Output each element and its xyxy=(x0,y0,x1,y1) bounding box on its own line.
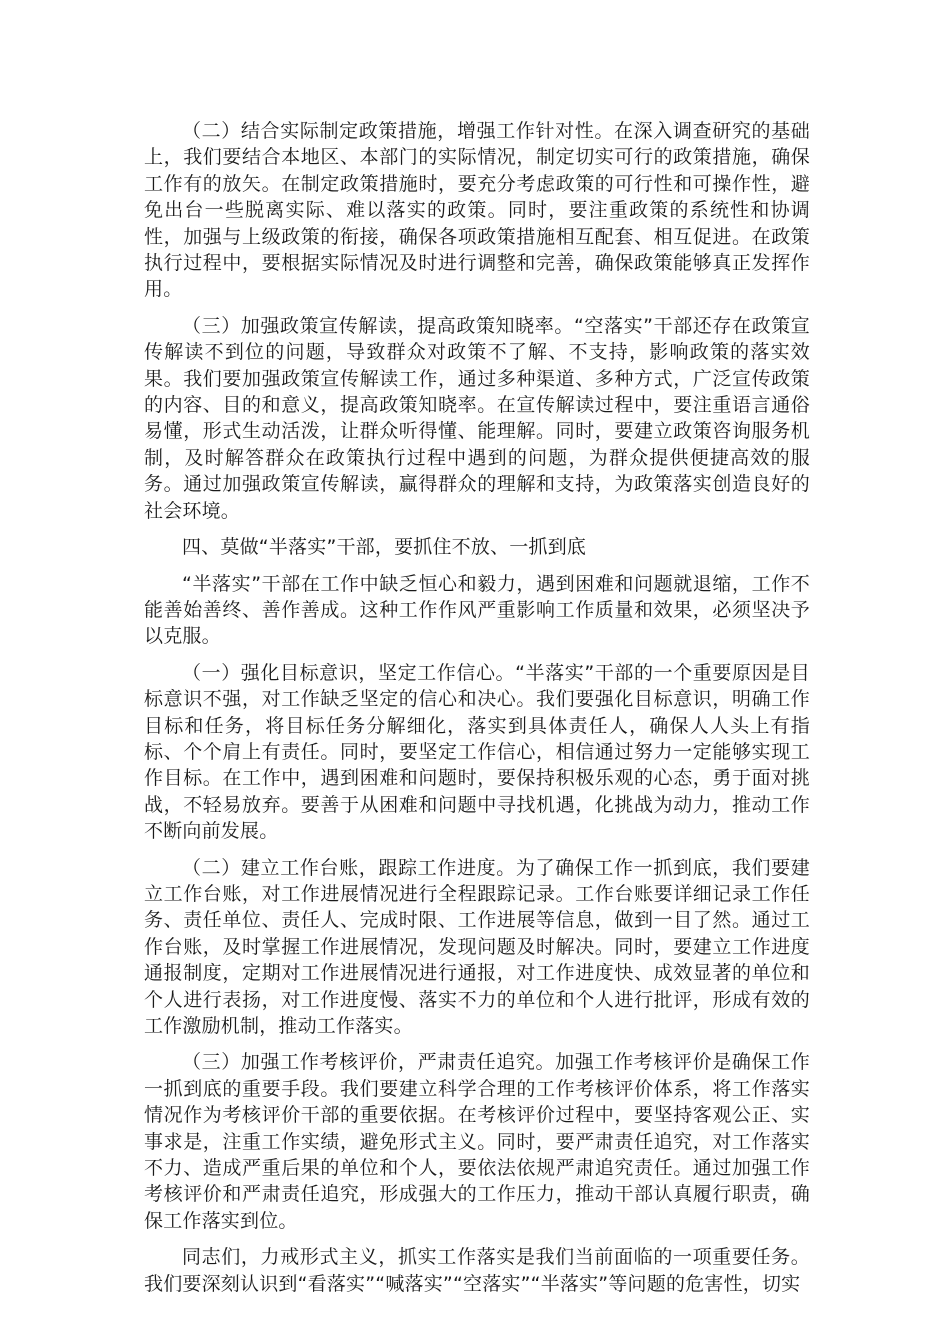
paragraph-policy-measures: （二）结合实际制定政策措施，增强工作针对性。在深入调查研究的基础上，我们要结合本地区、本部门的实际情况，制定切实可行的政策措施，确保工作有的放矢。在制定政策措施时，要充分考虑政策的可行性和可操作性，避免出台一些脱离实际、难以落实的政策。同时，要注重政策的系统性和协调性，加强与上级政策的衔接，确保各项政策措施相互配套、相互促进。在政策执行过程中，要根据实际情况及时进行调整和完善，确保政策能够真正发挥作用。 xyxy=(144,120,810,301)
paragraph-conclusion: 同志们，力戒形式主义，抓实工作落实是我们当前面临的一项重要任务。我们要深刻认识到“看落实”“喊落实”“空落实”“半落实”等问题的危害性，切实 xyxy=(144,1246,810,1295)
paragraph-goal-awareness: （一）强化目标意识，坚定工作信心。“半落实”干部的一个重要原因是目标意识不强，对工作缺乏坚定的信心和决心。我们要强化目标意识，明确工作目标和任务，将目标任务分解细化，落实到具体责任人，确保人人头上有指标、个个肩上有责任。同时，要坚定工作信心，相信通过努力一定能够实现工作目标。在工作中，遇到困难和问题时，要保持积极乐观的心态，勇于面对挑战，不轻易放弃。要善于从困难和问题中寻找机遇，化挑战为动力，推动工作不断向前发展。 xyxy=(144,661,810,843)
paragraph-half-implementation-intro: “半落实”干部在工作中缺乏恒心和毅力，遇到困难和问题就退缩，工作不能善始善终、善作善成。这种工作作风严重影响工作质量和效果，必须坚决予以克服。 xyxy=(144,572,810,648)
section-heading-four: 四、莫做“半落实”干部，要抓住不放、一抓到底 xyxy=(182,536,587,559)
paragraph-work-ledger: （二）建立工作台账，跟踪工作进度。为了确保工作一抓到底，我们要建立工作台账，对工作进展情况进行全程跟踪记录。工作台账要详细记录工作任务、责任单位、责任人、完成时限、工作进展等信息，做到一目了然。通过工作台账，及时掌握工作进展情况，发现问题及时解决。同时，要建立工作进度通报制度，定期对工作进展情况进行通报，对工作进度快、成效显著的单位和个人进行表扬，对工作进度慢、落实不力的单位和个人进行批评，形成有效的工作激励机制，推动工作落实。 xyxy=(144,856,810,1037)
paragraph-assessment: （三）加强工作考核评价，严肃责任追究。加强工作考核评价是确保工作一抓到底的重要手段。我们要建立科学合理的工作考核评价体系，将工作落实情况作为考核评价干部的重要依据。在考核评价过程中，要坚持客观公正、实事求是，注重工作实绩，避免形式主义。同时，要严肃责任追究，对工作落实不力、造成严重后果的单位和个人，要依法依规严肃追究责任。通过加强工作考核评价和严肃责任追究，形成强大的工作压力，推动干部认真履行职责，确保工作落实到位。 xyxy=(144,1051,810,1232)
paragraph-policy-publicity: （三）加强政策宣传解读，提高政策知晓率。“空落实”干部还存在政策宣传解读不到位的问题，导致群众对政策不了解、不支持，影响政策的落实效果。我们要加强政策宣传解读工作，通过多种渠道、多种方式，广泛宣传政策的内容、目的和意义，提高政策知晓率。在宣传解读过程中，要注重语言通俗易懂，形式生动活泼，让群众听得懂、能理解。同时，要建立政策咨询服务机制，及时解答群众在政策执行过程中遇到的问题，为群众提供便捷高效的服务。通过加强政策宣传解读，赢得群众的理解和支持，为政策落实创造良好的社会环境。 xyxy=(144,314,810,522)
document-page xyxy=(144,118,810,1307)
